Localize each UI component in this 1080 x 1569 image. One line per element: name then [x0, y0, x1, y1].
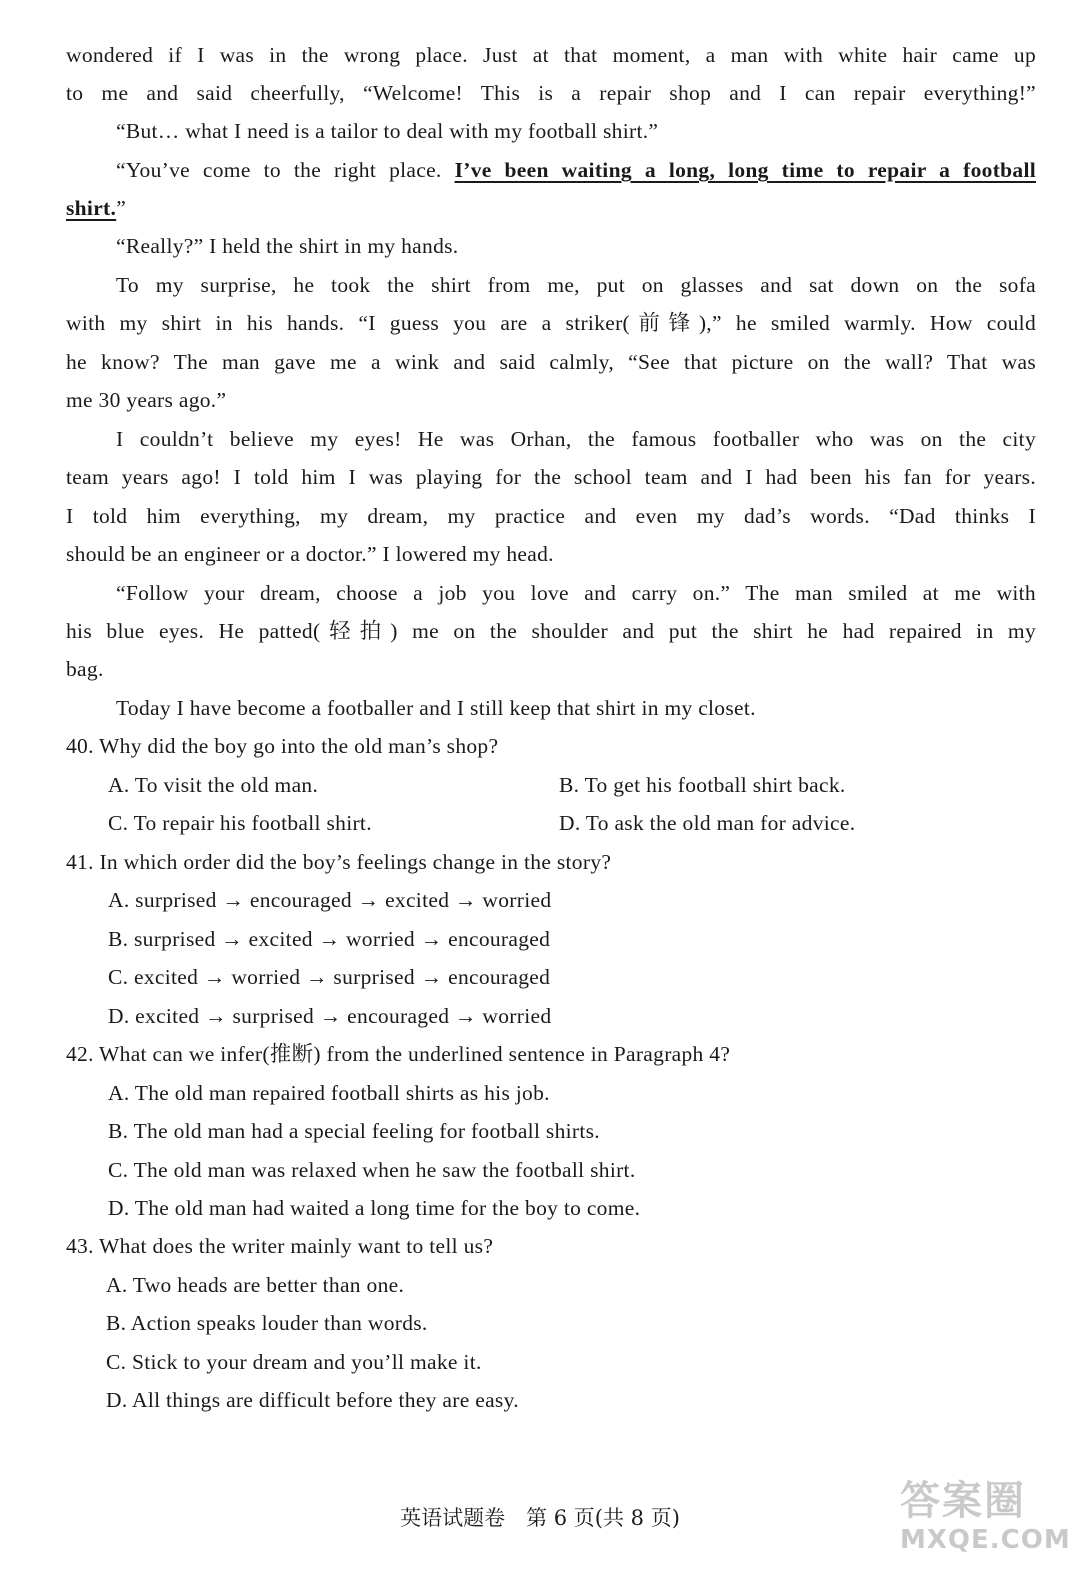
story-line: bag.: [66, 657, 104, 681]
option-c: C. To repair his football shirt.: [108, 811, 372, 835]
story-line: I told him everything, my dream, my practice and even my dad’s words. “Dad thinks I: [66, 504, 1036, 528]
option-c: C. Stick to your dream and you’ll make it.: [106, 1350, 482, 1374]
option-a: A. The old man repaired football shirts as his job.: [108, 1081, 550, 1105]
option-c: C. The old man was relaxed when he saw the football shirt.: [108, 1158, 636, 1182]
story-line: “Really?” I held the shirt in my hands.: [116, 234, 459, 258]
story-line: should be an engineer or a doctor.” I lowered my head.: [66, 542, 554, 566]
option-d: D. The old man had waited a long time for the boy to come.: [108, 1196, 641, 1220]
option-c: C. excited → worried → surprised → encouraged: [108, 965, 551, 989]
watermark-bottom: MXQE.COM: [900, 1525, 1071, 1555]
option-d: D. excited → surprised → encouraged → worried: [108, 1004, 552, 1028]
story-line: [116, 151, 1036, 189]
story-line: team years ago! I told him I was playing for the school team and I had been his fan for years.: [66, 465, 1036, 489]
option-b: B. To get his football shirt back.: [559, 773, 846, 797]
question-stem: 41. In which order did the boy’s feelings change in the story?: [66, 850, 612, 874]
option-d: D. To ask the old man for advice.: [559, 811, 856, 835]
story-text: ”: [116, 196, 127, 220]
option-a: A. surprised → encouraged → excited → worried: [108, 888, 552, 912]
question-stem: 42. What can we infer(推断) from the underlined sentence in Paragraph 4?: [66, 1042, 731, 1066]
story-line: “Follow your dream, choose a job you love and carry on.” The man smiled at me with: [116, 581, 1036, 605]
story-line: [66, 189, 1036, 227]
question-stem: 43. What does the writer mainly want to tell us?: [66, 1234, 494, 1258]
story-line: Today I have become a footballer and I still keep that shirt in my closet.: [116, 696, 756, 720]
option-b: B. The old man had a special feeling for football shirts.: [108, 1119, 600, 1143]
underlined-sentence: I’ve been waiting a long, long time to repair a football: [454, 158, 1037, 182]
option-b: B. surprised → excited → worried → encouraged: [108, 927, 551, 951]
option-d: D. All things are difficult before they are easy.: [106, 1388, 519, 1412]
story-line: his blue eyes. He patted(轻拍) me on the shoulder and put the shirt he had repaired in my: [66, 619, 1036, 643]
watermark-logo: [900, 1478, 1070, 1564]
underlined-sentence-end: shirt.: [66, 196, 117, 220]
page-footer: 英语试题卷 第 6 页(共 8 页): [400, 1506, 680, 1530]
story-line: To my surprise, he took the shirt from me, put on glasses and sat down on the sofa: [116, 273, 1036, 297]
story-line: wondered if I was in the wrong place. Just at that moment, a man with white hair came up: [66, 43, 1036, 67]
story-line: with my shirt in his hands. “I guess you are a striker(前锋),” he smiled warmly. How could: [66, 311, 1036, 335]
watermark-top: 答案圈: [900, 1478, 1026, 1524]
story-text: “You’ve come to the right place.: [116, 158, 455, 182]
option-a: A. Two heads are better than one.: [106, 1273, 405, 1297]
story-line: to me and said cheerfully, “Welcome! This is a repair shop and I can repair everything!”: [66, 81, 1036, 105]
story-line: I couldn’t believe my eyes! He was Orhan, the famous footballer who was on the city: [116, 427, 1036, 451]
option-a: A. To visit the old man.: [108, 773, 319, 797]
story-line: me 30 years ago.”: [66, 388, 227, 412]
option-b: B. Action speaks louder than words.: [106, 1311, 428, 1335]
story-line: he know? The man gave me a wink and said calmly, “See that picture on the wall? That was: [66, 350, 1036, 374]
story-line: “But… what I need is a tailor to deal with my football shirt.”: [116, 119, 659, 143]
question-stem: 40. Why did the boy go into the old man’s shop?: [66, 734, 499, 758]
